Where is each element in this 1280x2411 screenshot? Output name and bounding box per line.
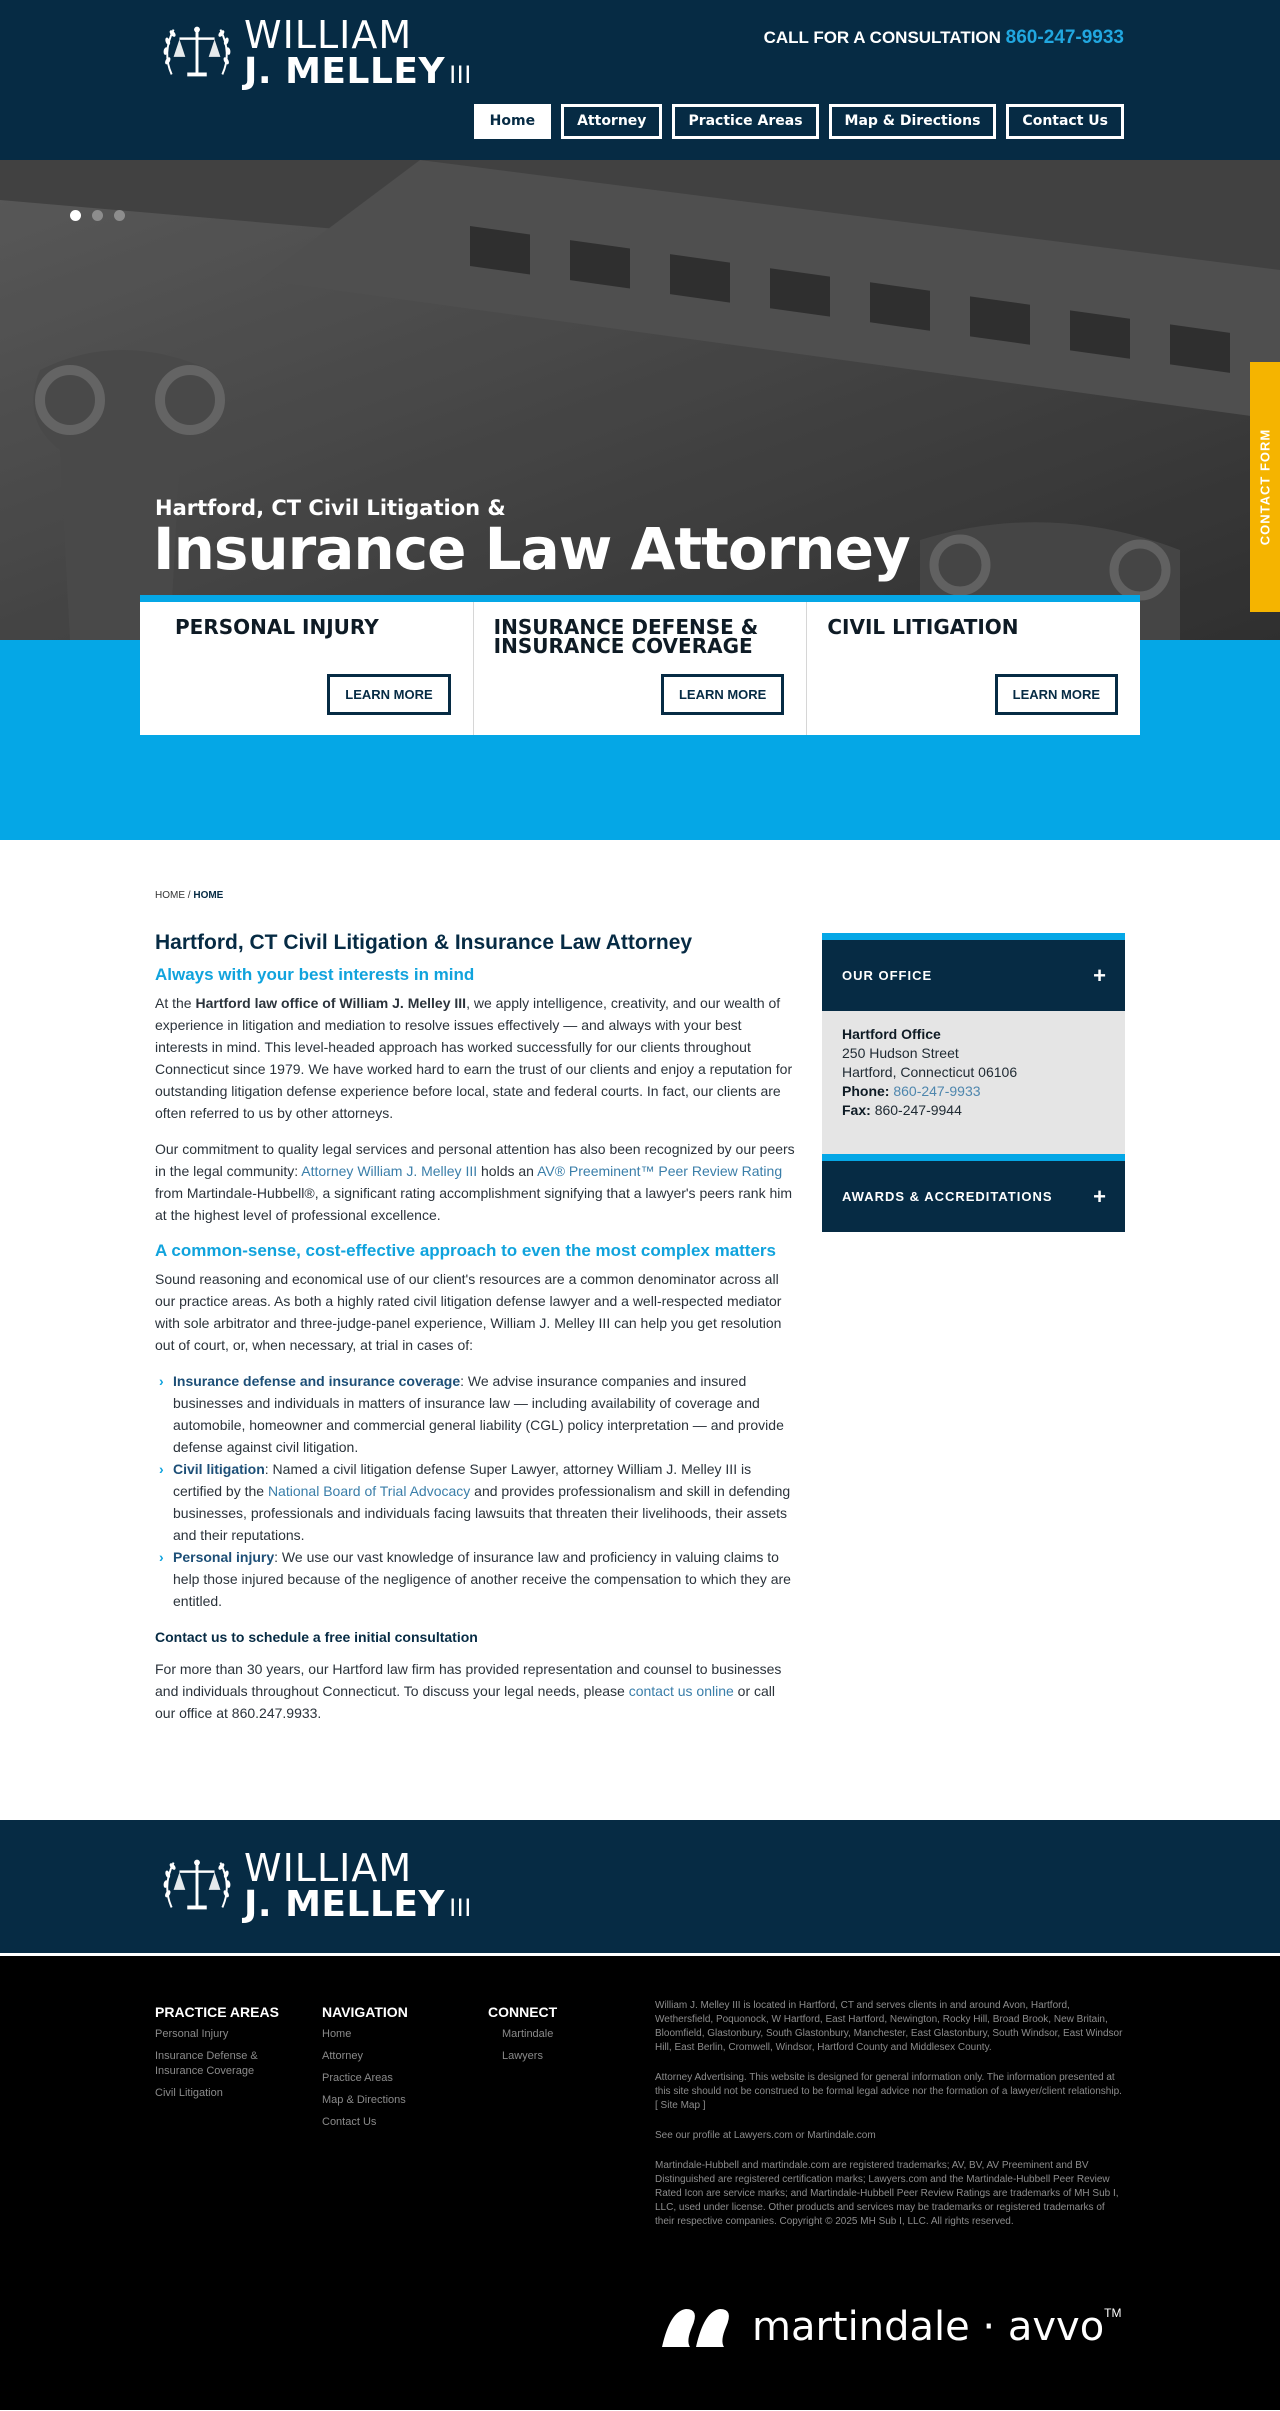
martindale-avvo-text: martindale · avvo xyxy=(752,2304,1105,2350)
footer-practice-areas xyxy=(155,2001,295,2108)
footer-link[interactable]: Civil Litigation xyxy=(155,2087,223,2099)
advertising-disclaimer: Attorney Advertising. This website is designed for general information only. The information presented at this site should not be construed to be formal legal advice nor the formation of a lawyer/client relationship. [ Site Map ] xyxy=(655,2072,1122,2111)
office-details xyxy=(822,1011,1125,1154)
paragraph-approach: Sound reasoning and economical use of our client's resources are a common denominator across all our practice areas. As both a highly rated civil litigation defense lawyer and a well-respected mediator with sole arbitrator and three-judge-panel experience, William J. Melley III can help you get resolution out of court, or, when necessary, at trial in cases of: xyxy=(155,1271,782,1353)
practice-card-title: PERSONAL INJURY xyxy=(175,615,379,639)
nav-practice-areas[interactable]: Practice Areas xyxy=(672,104,818,139)
nav-home[interactable]: Home xyxy=(474,104,551,139)
av-rating-link[interactable]: AV® Preeminent™ Peer Review Rating xyxy=(537,1163,783,1179)
panel-title: AWARDS & ACCREDITATIONS xyxy=(842,1189,1053,1204)
logo-line1: WILLIAM xyxy=(244,1846,413,1890)
footer-heading: NAVIGATION xyxy=(322,2004,408,2020)
footer-link[interactable]: Insurance Defense & Insurance Coverage xyxy=(155,2050,258,2077)
list-item xyxy=(173,1546,795,1612)
footer-link-martindale[interactable]: Martindale xyxy=(502,2028,554,2040)
site-header xyxy=(0,0,1280,160)
contact-form-tab-label: CONTACT FORM xyxy=(1257,428,1273,546)
logo-suffix: III xyxy=(449,1894,472,1922)
cta-label: CALL FOR A CONSULTATION xyxy=(763,28,1001,47)
plus-icon: + xyxy=(1093,962,1107,988)
footer-logo[interactable] xyxy=(158,1847,472,1925)
scales-of-justice-icon xyxy=(158,14,236,92)
text: For more than 30 years, our Hartford law firm has provided representation and counsel to businesses and individuals throughout Connecticut. To discuss your legal needs, please xyxy=(155,1661,782,1699)
office-city: Hartford, Connecticut 06106 xyxy=(842,1064,1018,1080)
main-content-area xyxy=(0,840,1280,1820)
trademark-note: Martindale-Hubbell and martindale.com are registered trademarks; AV, BV, AV Preeminent and BV Distinguished are registered certification marks; Lawyers.com and the Martindale-Hubbell Peer Review Rated Icon are service marks; and Martindale-Hubbell Peer Review Ratings are trademarks of MH Sub I, LLC, used under license. Other products and services may be trademarks or registered trademarks of their respective companies. Copyright © 2025 MH Sub I, LLC. All rights reserved. xyxy=(655,2160,1119,2227)
logo-name: J. MELLEY xyxy=(244,1884,446,1925)
nav-map-directions[interactable]: Map & Directions xyxy=(829,104,997,139)
nav-attorney[interactable]: Attorney xyxy=(561,104,662,139)
footer-link-lawyers[interactable]: Lawyers xyxy=(502,2050,543,2062)
paragraph-contact xyxy=(155,1658,795,1724)
footer-connect xyxy=(488,2001,608,2071)
footer-disclaimers xyxy=(655,1999,1125,2245)
text: : Named a civil litigation defense Super Lawyer, attorney William J. Melley III is certified by the xyxy=(173,1461,752,1499)
slider-dot-1[interactable] xyxy=(70,210,81,221)
main-nav xyxy=(474,104,1124,139)
footer-heading: CONNECT xyxy=(488,2004,558,2020)
footer-link[interactable]: Contact Us xyxy=(322,2116,377,2128)
hero-title: Insurance Law Attorney xyxy=(153,515,910,583)
text: At the xyxy=(155,995,196,1011)
fax-label: Fax: xyxy=(842,1102,871,1118)
firm-name-bold: Hartford law office of William J. Melley III xyxy=(195,995,467,1011)
header-phone-link[interactable]: 860-247-9933 xyxy=(1005,27,1124,48)
section-heading-1: Always with your best interests in mind xyxy=(155,965,475,984)
office-fax: 860-247-9944 xyxy=(874,1102,962,1118)
practice-card-personal-injury xyxy=(140,602,474,735)
slider-dot-3[interactable] xyxy=(114,210,125,221)
nbta-link[interactable]: National Board of Trial Advocacy xyxy=(267,1483,471,1499)
site-logo[interactable] xyxy=(158,14,472,92)
text: and provides professionalism and skill in defending businesses, professionals and individuals facing lawsuits that threaten their livelihoods, their assets and their reputations. xyxy=(173,1483,791,1543)
list-item-title: Personal injury xyxy=(173,1549,275,1565)
article xyxy=(155,932,795,1738)
breadcrumb-separator: / xyxy=(185,890,194,901)
text: Our commitment to quality legal services and personal attention has also been recognized by our peers in the legal community: xyxy=(155,1141,795,1179)
site-footer xyxy=(0,1956,1280,2410)
panel-title: OUR OFFICE xyxy=(842,968,933,983)
text: , we apply intelligence, creativity, and our wealth of experience in litigation and mediation to resolve issues effectively — and always with your best interests in mind. This level-headed approach has worked successfully for our clients throughout Connecticut since 1979. We have worked hard to earn the trust of our clients and enjoy a reputation for outstanding litigation defense experience before local, state and federal courts. In fact, our clients are often referred to us by other attorneys. xyxy=(155,995,793,1121)
page-title: Hartford, CT Civil Litigation & Insurance Law Attorney xyxy=(155,931,693,954)
text: holds an xyxy=(477,1163,538,1179)
slider-dot-2[interactable] xyxy=(92,210,103,221)
phone-label: Phone: xyxy=(842,1083,890,1099)
footer-link[interactable]: Map & Directions xyxy=(322,2094,406,2106)
logo-wordmark xyxy=(244,13,472,92)
paragraph-recognition xyxy=(155,1138,795,1226)
list-item xyxy=(173,1458,795,1546)
learn-more-button[interactable]: LEARN MORE xyxy=(661,674,784,715)
contact-online-link[interactable]: contact us online xyxy=(628,1683,734,1699)
footer-link[interactable]: Attorney xyxy=(322,2050,363,2062)
martindale-avvo-mark-icon xyxy=(660,2305,738,2349)
text: or call our office at 860.247.9933. xyxy=(155,1683,776,1721)
list-item-title: Insurance defense and insurance coverage xyxy=(173,1373,461,1389)
breadcrumb-home-link[interactable]: HOME xyxy=(155,890,185,901)
service-area-note: William J. Melley III is located in Hartford, CT and serves clients in and around Avon, Hartford, Wethersfield, Poquonock, W Hartford, East Hartford, Newington, Rocky Hill, Broad Brook, New Britain, Bloomfield, Glastonbury, South Glastonbury, Manchester, East Glastonbury, South Windsor, East Windsor Hill, East Berlin, Cromwell, Windsor, Hartford County and Middlesex County. xyxy=(655,2000,1123,2053)
practice-card-title: INSURANCE DEFENSE & INSURANCE COVERAGE xyxy=(493,615,759,658)
footer-navigation xyxy=(322,2001,452,2137)
footer-link[interactable]: Home xyxy=(322,2028,352,2040)
sidebar xyxy=(822,933,1125,1232)
text: : We use our vast knowledge of insurance law and proficiency in valuing claims to help those injured because of the negligence of another receive the compensation to which they are entitled. xyxy=(173,1549,791,1609)
breadcrumb-current: HOME xyxy=(193,890,224,901)
logo-line1: WILLIAM xyxy=(244,13,413,57)
footer-logo-band xyxy=(0,1820,1280,1956)
section-heading-2: A common-sense, cost-effective approach to even the most complex matters xyxy=(155,1241,776,1260)
scales-of-justice-icon xyxy=(158,1847,236,1925)
logo-wordmark xyxy=(244,1846,472,1925)
paragraph-intro xyxy=(155,992,795,1124)
hero-slider xyxy=(0,160,1280,640)
logo-name: J. MELLEY xyxy=(244,51,446,92)
practice-card-insurance-defense xyxy=(474,602,808,735)
office-name: Hartford Office xyxy=(842,1026,941,1042)
office-phone-link[interactable]: 860-247-9933 xyxy=(893,1083,981,1099)
text: : We advise insurance companies and insured businesses and individuals in matters of insurance law — including availability of coverage and automobile, homeowner and commercial general liability (CGL) policy interpretation — and provide defense against civil litigation. xyxy=(173,1373,784,1455)
practice-card-civil-litigation xyxy=(807,602,1140,735)
attorney-link[interactable]: Attorney William J. Melley III xyxy=(301,1163,478,1179)
consultation-heading: Contact us to schedule a free initial consultation xyxy=(155,1629,478,1645)
trademark-symbol: TM xyxy=(1104,2306,1122,2320)
learn-more-button[interactable]: LEARN MORE xyxy=(995,674,1118,715)
practice-list xyxy=(173,1370,795,1612)
hero-subtitle: Hartford, CT Civil Litigation & xyxy=(155,496,506,520)
text: from Martindale-Hubbell®, a significant rating accomplishment signifying that a lawyer's peers rank him at the highest level of professional excellence. xyxy=(155,1185,793,1223)
list-item-title: Civil litigation xyxy=(173,1461,265,1477)
practice-cards xyxy=(140,595,1140,735)
consultation-cta xyxy=(764,27,1124,49)
logo-suffix: III xyxy=(449,61,472,89)
plus-icon: + xyxy=(1093,1183,1107,1209)
list-item xyxy=(173,1370,795,1458)
contact-form-tab[interactable] xyxy=(1250,362,1280,612)
logo-line2 xyxy=(244,51,472,92)
practice-areas-band xyxy=(0,615,1280,840)
profile-note: See our profile at Lawyers.com or Martindale.com xyxy=(655,2130,876,2141)
footer-heading: PRACTICE AREAS xyxy=(155,2004,279,2020)
learn-more-button[interactable]: LEARN MORE xyxy=(327,674,450,715)
nav-contact-us[interactable]: Contact Us xyxy=(1006,104,1124,139)
footer-link[interactable]: Practice Areas xyxy=(322,2072,393,2084)
our-office-panel-toggle[interactable] xyxy=(822,933,1125,1011)
logo-line2 xyxy=(244,1884,472,1925)
martindale-avvo-logo[interactable] xyxy=(660,2304,1122,2350)
breadcrumb xyxy=(155,890,223,901)
practice-card-title: CIVIL LITIGATION xyxy=(827,615,1019,639)
office-street: 250 Hudson Street xyxy=(842,1045,959,1061)
footer-link[interactable]: Personal Injury xyxy=(155,2028,229,2040)
awards-panel-toggle[interactable] xyxy=(822,1154,1125,1232)
slider-dots xyxy=(70,210,125,221)
